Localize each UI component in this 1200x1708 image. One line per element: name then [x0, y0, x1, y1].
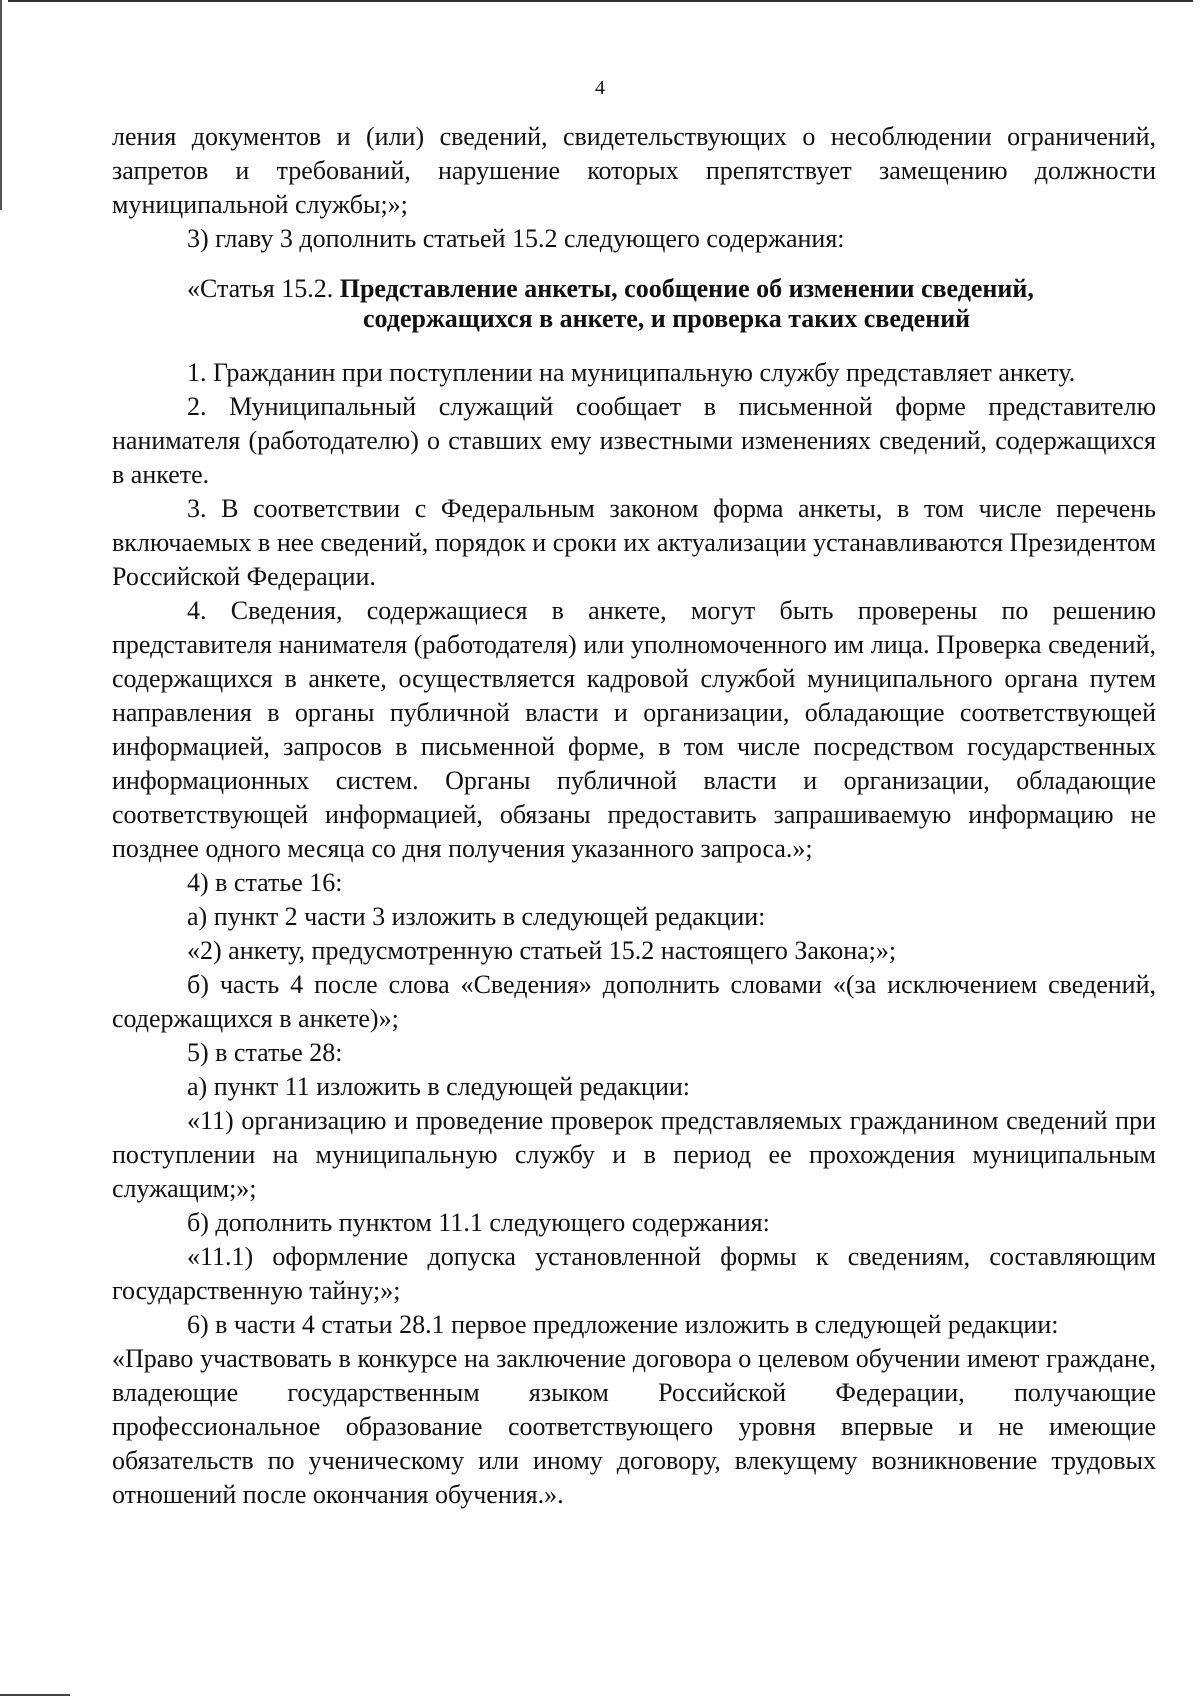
paragraph-item-4a-text: «2) анкету, предусмотренную статьей 15.2 настоящего Закона;»;	[187, 936, 897, 965]
document-body	[112, 120, 1156, 1512]
paragraph-clause-4: 4. Сведения, содержащиеся в анкете, могут быть проверены по решению представителя нанимателя (работодателя) или уполномоченного им лица. Проверка сведений, содержащихся в анкете, осуществляется кадровой службой муниципального органа путем направления в органы публичной власти и организации, обладающие соответствующей информацией, запросов в письменной форме, в том числе посредством государственных информационных систем. Органы публичной власти и организации, обладающие соответствующей информацией, обязаны предоставить запрашиваемую информацию не позднее одного месяца со дня получения указанного запроса.»;	[112, 596, 1156, 863]
article-title-line-1: Представление анкеты, сообщение об изменении сведений,	[339, 274, 1034, 303]
paragraph-item-5b-text: «11.1) оформление допуска установленной формы к сведениям, составляющим государственную тайну;»;	[112, 1242, 1156, 1305]
paragraph-item-5: 5) в статье 28:	[187, 1038, 343, 1067]
paragraph-item-6: 6) в части 4 статьи 28.1 первое предложение изложить в следующей редакции:	[187, 1310, 1059, 1339]
page-number: 4	[595, 77, 605, 99]
paragraph-clause-1: 1. Гражданин при поступлении на муниципальную службу представляет анкету.	[187, 358, 1076, 387]
scan-left-border	[0, 0, 2, 210]
article-title-line-2: содержащихся в анкете, и проверка таких сведений	[363, 304, 971, 333]
paragraph-item-5b: б) дополнить пунктом 11.1 следующего содержания:	[187, 1208, 770, 1237]
paragraph-item-4a: а) пункт 2 части 3 изложить в следующей редакции:	[187, 902, 766, 931]
paragraph-item-4b: б) часть 4 после слова «Сведения» дополнить словами «(за исключением сведений, содержащихся в анкете)»;	[112, 970, 1156, 1033]
paragraph-item-4: 4) в статье 16:	[187, 868, 343, 897]
scan-bottom-mark	[0, 1694, 70, 1696]
paragraph-item-5a-text: «11) организацию и проведение проверок представляемых гражданином сведений при поступлении на муниципальную службу и в период ее прохождения муниципальным служащим;»;	[112, 1106, 1156, 1203]
paragraph-clause-3: 3. В соответствии с Федеральным законом форма анкеты, в том числе перечень включаемых в нее сведений, порядок и сроки их актуализации устанавливаются Президентом Российской Федерации.	[112, 494, 1156, 591]
article-heading	[112, 274, 1156, 334]
paragraph-clause-2: 2. Муниципальный служащий сообщает в письменной форме представителю нанимателя (работодателю) о ставших ему известными изменениях сведений, содержащихся в анкете.	[112, 392, 1156, 489]
paragraph-item-3: 3) главу 3 дополнить статьей 15.2 следующего содержания:	[187, 224, 845, 253]
paragraph-continuation: ления документов и (или) сведений, свидетельствующих о несоблюдении ограничений, запретов и требований, нарушение которых препятствует замещению должности муниципальной службы;»;	[112, 122, 1156, 219]
paragraph-item-6-text: «Право участвовать в конкурсе на заключение договора о целевом обучении имеют граждане, владеющие государственным языком Российской Федерации, получающие профессиональное образование соответствующего уровня впервые и не имеющие обязательств по ученическому или иному договору, влекущему возникновение трудовых отношений после окончания обучения.».	[112, 1344, 1156, 1509]
scan-top-border	[8, 0, 1193, 2]
paragraph-item-5a: а) пункт 11 изложить в следующей редакции:	[187, 1072, 691, 1101]
article-number: «Статья 15.2.	[187, 274, 334, 303]
